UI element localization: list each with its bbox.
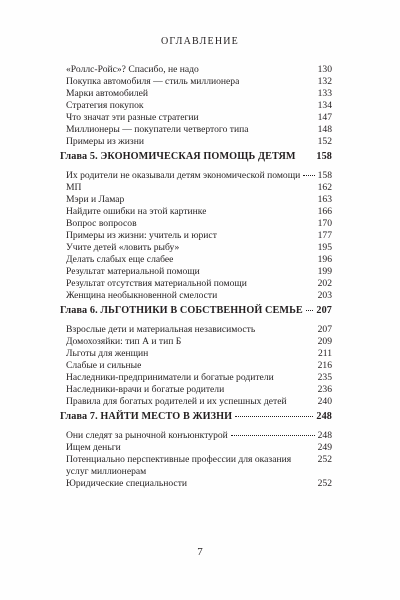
toc-entry <box>60 218 332 230</box>
toc-entry <box>60 266 332 278</box>
toc-leader <box>231 435 315 436</box>
toc-page-number: 248 <box>316 411 332 422</box>
toc-page-number: 130 <box>317 64 332 75</box>
toc-entry-title: Найдите ошибки на этой картинке <box>66 206 207 217</box>
toc-entry-title: Покупка автомобиля — стиль миллионера <box>66 76 240 87</box>
toc-page-number: 248 <box>317 430 332 441</box>
toc-entry-title: Результат отсутствия материальной помощи <box>66 278 247 289</box>
toc-entry <box>60 242 332 254</box>
toc-chapter <box>60 148 332 166</box>
toc-entry <box>60 170 332 182</box>
toc-entry <box>60 100 332 112</box>
toc-entry-title: Слабые и сильные <box>66 360 142 371</box>
toc-entry <box>60 290 332 302</box>
toc-page-number: 203 <box>317 290 332 301</box>
toc-page-number: 133 <box>317 88 332 99</box>
toc-page-number: 158 <box>317 170 332 181</box>
toc-entry <box>60 206 332 218</box>
toc-entry <box>60 336 332 348</box>
toc-page-number: 196 <box>317 254 332 265</box>
toc-page-number: 162 <box>317 182 332 193</box>
toc-entry <box>60 230 332 242</box>
toc-entry-title: Льготы для женщин <box>66 348 149 359</box>
toc-entry <box>60 194 332 206</box>
toc-entry <box>60 76 332 88</box>
toc-entry <box>60 384 332 396</box>
toc-leader <box>303 175 314 176</box>
toc-chapter-title: Глава 5. ЭКОНОМИЧЕСКАЯ ПОМОЩЬ ДЕТЯМ <box>60 151 296 162</box>
toc-entry <box>60 396 332 408</box>
toc-page-number: 132 <box>317 76 332 87</box>
toc-entry <box>60 182 332 194</box>
page-number: 7 <box>197 546 203 558</box>
toc-page-number: 216 <box>317 360 332 371</box>
toc-page-number: 177 <box>317 230 332 241</box>
toc-entry-title: Вопрос вопросов <box>66 218 137 229</box>
toc-chapter <box>60 408 332 426</box>
toc-leader <box>235 416 313 417</box>
toc-page-number: 236 <box>317 384 332 395</box>
toc-entry <box>60 360 332 372</box>
toc-entry <box>60 372 332 384</box>
toc-entry <box>60 324 332 336</box>
toc-entry-title: Примеры из жизни <box>66 136 144 147</box>
toc-entry-title: Они следят за рыночной конъюнктурой <box>66 430 228 441</box>
toc-page-number: 211 <box>317 348 332 359</box>
toc-entry-title: МП <box>66 182 82 193</box>
toc-page-number: 199 <box>317 266 332 277</box>
toc-entry-title: Наследники-предприниматели и богатые родители <box>66 372 274 383</box>
toc-chapter-title: Глава 6. ЛЬГОТНИКИ В СОБСТВЕННОЙ СЕМЬЕ <box>60 305 303 316</box>
toc-entry-title: Их родители не оказывали детям экономической помощи <box>66 170 301 181</box>
toc-entry <box>60 348 332 360</box>
toc-entry-title: Миллионеры — покупатели четвертого типа <box>66 124 249 135</box>
toc-entry-title: Делать слабых еще слабее <box>66 254 174 265</box>
toc-entry-title: Результат материальной помощи <box>66 266 200 277</box>
toc-entry <box>60 278 332 290</box>
toc-page-number: 147 <box>317 112 332 123</box>
toc-entry-title: Юридические специальности <box>66 478 188 489</box>
toc-page-number: 148 <box>317 124 332 135</box>
toc-entry-title: Наследники-врачи и богатые родители <box>66 384 225 395</box>
toc-page-number: 252 <box>317 454 332 465</box>
toc-entry-title: Стратегия покупок <box>66 100 144 111</box>
toc-entry-title: Ищем деньги <box>66 442 121 453</box>
toc-entry <box>60 430 332 442</box>
toc-entry <box>60 136 332 148</box>
toc-entry <box>60 254 332 266</box>
toc-page-number: 249 <box>317 442 332 453</box>
toc-entry-title: Мэри и Ламар <box>66 194 125 205</box>
toc-entry-title: «Роллс-Ройс»? Спасибо, не надо <box>66 64 199 75</box>
toc-entry-title: Домохозяйки: тип А и тип Б <box>66 336 182 347</box>
toc-page-number: 207 <box>316 305 332 316</box>
toc-chapter <box>60 302 332 320</box>
toc-page-number: 202 <box>317 278 332 289</box>
toc-page-number: 158 <box>316 151 332 162</box>
toc-entry <box>60 112 332 124</box>
toc-entry <box>60 64 332 76</box>
toc-page-number: 207 <box>317 324 332 335</box>
toc-entry-title: Марки автомобилей <box>66 88 149 99</box>
toc-entry <box>60 454 332 478</box>
toc-entry <box>60 124 332 136</box>
toc-page-number: 240 <box>317 396 332 407</box>
toc-entry-title: Потенциально перспективные профессии для оказания услуг миллионерам <box>66 454 292 477</box>
toc-page-number: 252 <box>317 478 332 489</box>
toc-page-number: 152 <box>317 136 332 147</box>
toc-leader <box>306 310 314 311</box>
toc-entry-title: Учите детей «ловить рыбу» <box>66 242 180 253</box>
toc-page-number: 209 <box>317 336 332 347</box>
toc-page-number: 134 <box>317 100 332 111</box>
toc-entry-title: Что значат эти разные стратегии <box>66 112 199 123</box>
toc-entry-title: Женщина необыкновенной смелости <box>66 290 218 301</box>
toc-page-number: 195 <box>317 242 332 253</box>
toc-entry-title: Правила для богатых родителей и их успешных детей <box>66 396 287 407</box>
toc-entry <box>60 442 332 454</box>
page-header: ОГЛАВЛЕНИЕ <box>161 36 239 47</box>
toc-page-number: 235 <box>317 372 332 383</box>
toc-entry <box>60 88 332 100</box>
toc-page-number: 166 <box>317 206 332 217</box>
toc-entry <box>60 478 332 490</box>
table-of-contents <box>60 64 332 490</box>
toc-entry-title: Примеры из жизни: учитель и юрист <box>66 230 217 241</box>
toc-page-number: 170 <box>317 218 332 229</box>
toc-chapter-title: Глава 7. НАЙТИ МЕСТО В ЖИЗНИ <box>60 411 233 422</box>
toc-page-number: 163 <box>317 194 332 205</box>
toc-entry-title: Взрослые дети и материальная независимость <box>66 324 256 335</box>
